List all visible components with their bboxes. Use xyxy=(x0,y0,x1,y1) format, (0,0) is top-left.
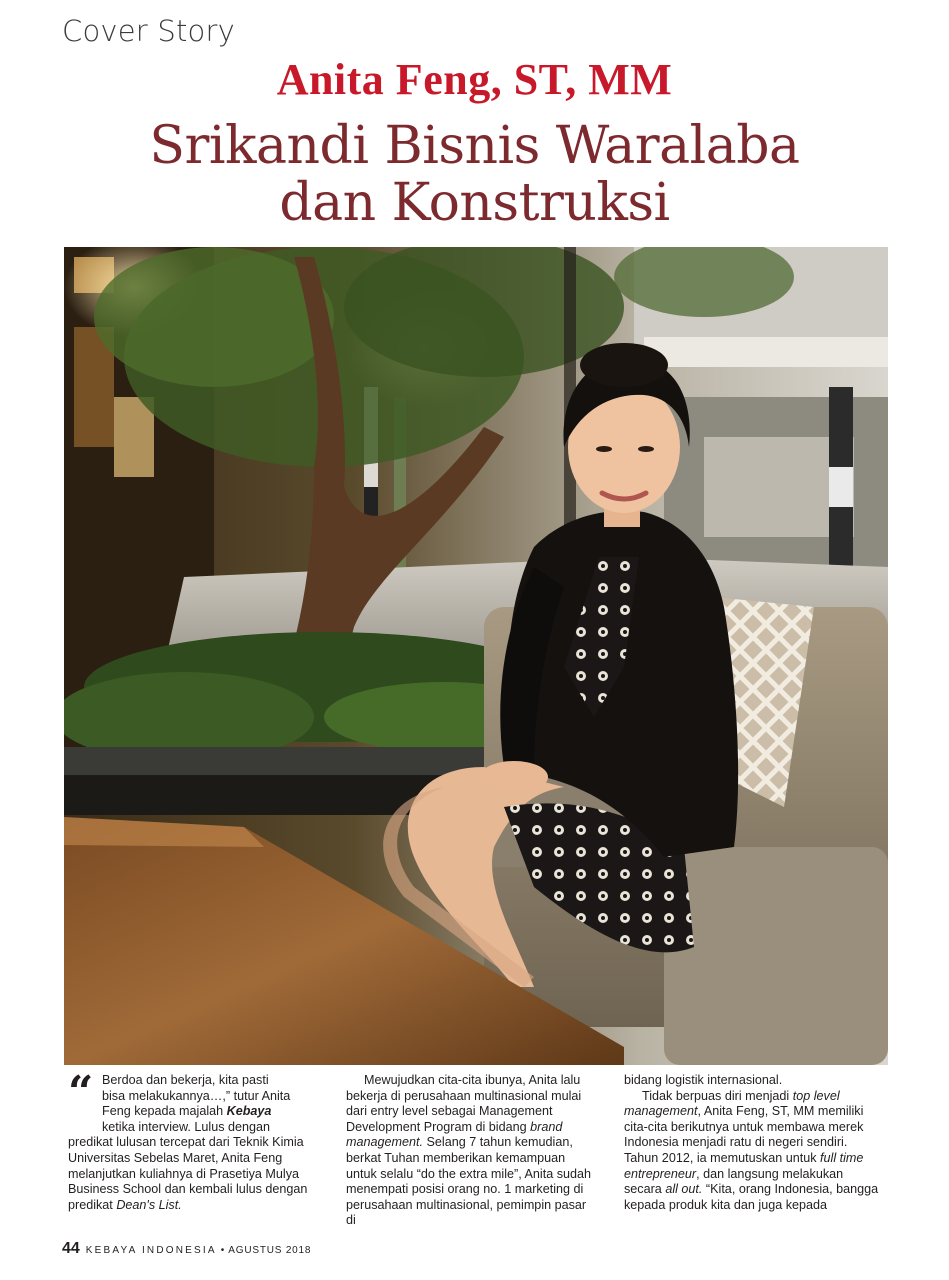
column-3-paragraph xyxy=(624,1089,882,1214)
headline-line-1: Srikandi Bisnis Waralaba xyxy=(149,116,800,176)
quote-line-1: Berdoa dan bekerja, kita pasti xyxy=(102,1073,269,1087)
column-2-text-b: Selang 7 tahun kemudian, berkat Tuhan memberikan kemampuan untuk selalu “do the extra mile”, Anita sudah menempati posisi orang no. 1 marketing di perusahaan multinasional, pemimpin pasar di xyxy=(346,1135,592,1228)
column-3-text-c: , dan langsung melakukan secara xyxy=(624,1166,844,1197)
brand-management-em: brand management. xyxy=(346,1119,563,1150)
deans-list-em: Dean's List. xyxy=(116,1197,182,1212)
all-out-em: all out. xyxy=(665,1182,703,1197)
full-time-entrepreneur-em: full time entrepreneur xyxy=(624,1150,864,1181)
section-label: Cover Story xyxy=(62,14,235,48)
top-level-management-em: top level management xyxy=(624,1088,840,1119)
column-3-text-b: , Anita Feng, ST, MM memiliki cita-cita berikutnya untuk membawa merek Indonesia menjadi ratu di negeri sendiri. Tahun 2012, ia memutuskan untuk xyxy=(624,1104,864,1165)
column-3-text-a: Tidak berpuas diri menjadi xyxy=(642,1088,793,1103)
cover-photo xyxy=(64,247,888,1065)
column-1-body-text: predikat lulusan tercepat dari Teknik Kimia Universitas Sebelas Maret, Anita Feng melanjutkan kuliahnya di Prasetiya Mulya Business School dan kembali lulus dengan predikat xyxy=(68,1135,308,1212)
column-2 xyxy=(346,1073,596,1229)
pull-quote-mark: “ xyxy=(68,1067,94,1118)
column-1 xyxy=(68,1067,318,1213)
quote-line-2: bisa melakukannya…,” tutur Anita xyxy=(102,1088,291,1103)
footer-separator: • xyxy=(220,1245,225,1256)
column-2-paragraph xyxy=(346,1073,596,1229)
headline-line-2: dan Konstruksi xyxy=(279,173,670,233)
column-2-text-a: Mewujudkan cita-cita ibunya, Anita lalu bekerja di perusahaan multinasional mulai dari entry level sebagai Management Development Program di bidang xyxy=(346,1073,582,1134)
headline xyxy=(0,118,949,232)
column-1-body xyxy=(68,1135,318,1213)
issue-date: AGUSTUS 2018 xyxy=(228,1245,312,1256)
column-3-text-d: “Kita, orang Indonesia, bangga kepada produk kita dan juga kepada xyxy=(624,1182,879,1212)
person-name-title: Anita Feng, ST, MM xyxy=(276,55,673,104)
pull-quote-lead xyxy=(68,1067,318,1135)
column-3 xyxy=(624,1073,882,1213)
article-columns xyxy=(68,1067,882,1228)
column-3-continuation: bidang logistik internasional. xyxy=(624,1073,783,1087)
quote-line-3: Feng kepada majalah xyxy=(102,1104,227,1119)
quote-line-4: ketika interview. Lulus dengan xyxy=(102,1119,271,1134)
page-number: 44 xyxy=(62,1240,80,1257)
cover-photo-illustration xyxy=(64,247,888,1065)
page-footer xyxy=(62,1240,311,1258)
magazine-name-em: Kebaya xyxy=(226,1104,272,1119)
magazine-title: KEBAYA INDONESIA xyxy=(85,1245,217,1256)
